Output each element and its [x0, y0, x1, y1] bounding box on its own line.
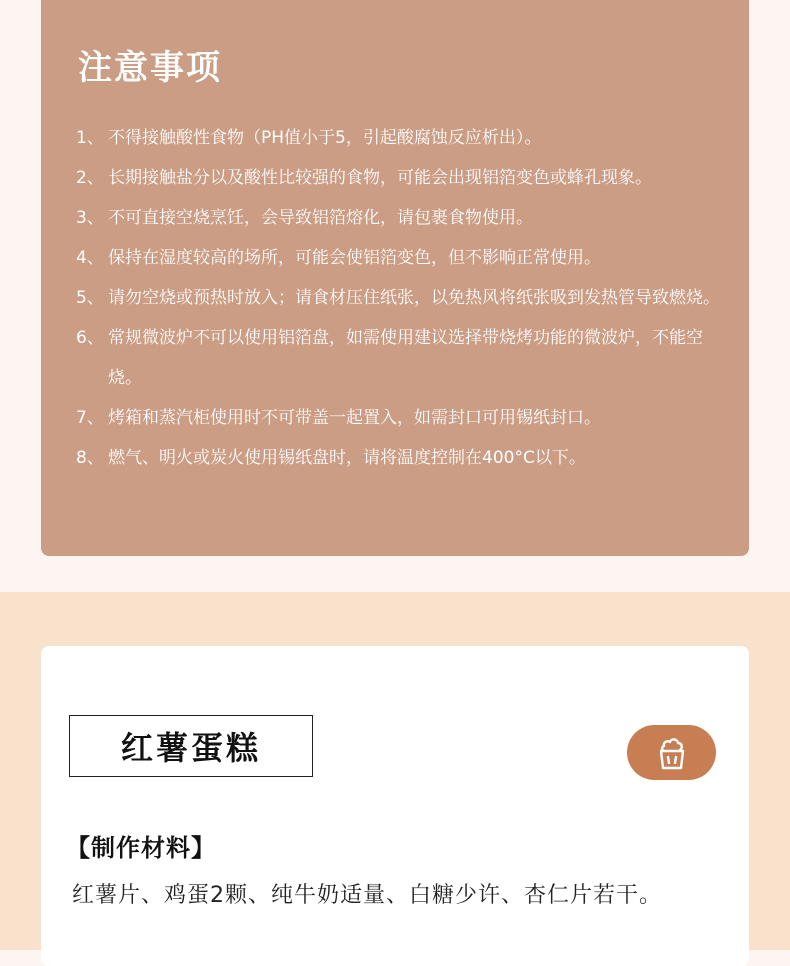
materials-text: 红薯片、鸡蛋2颗、纯牛奶适量、白糖少许、杏仁片若干。: [72, 883, 662, 908]
notice-title: 注意事项: [78, 48, 222, 88]
recipe-badge: [627, 725, 716, 780]
notice-item-number: 2、: [76, 168, 104, 188]
recipe-title: 红薯蛋糕: [120, 729, 261, 767]
notice-item-3: [76, 198, 736, 238]
notice-item-1: [76, 118, 736, 158]
notice-item-text: 不可直接空烧烹饪，会导致铝箔熔化，请包裹食物使用。: [108, 208, 533, 228]
notice-item-text: 保持在湿度较高的场所，可能会使铝箔变色，但不影响正常使用。: [108, 248, 601, 268]
notice-list: [76, 118, 736, 478]
notice-item-6: [76, 318, 736, 398]
notice-item-text: 请勿空烧或预热时放入；请食材压住纸张，以免热风将纸张吸到发热管导致燃烧。: [108, 288, 720, 308]
recipe-card: [41, 646, 749, 966]
cake-icon: [652, 733, 692, 773]
notice-item-number: 7、: [76, 408, 104, 428]
notice-item-text: 长期接触盐分以及酸性比较强的食物，可能会出现铝箔变色或蜂孔现象。: [108, 168, 652, 188]
notice-item-7: [76, 398, 736, 438]
notice-item-number: 6、: [76, 328, 104, 348]
notice-item-5: [76, 278, 736, 318]
recipe-title-box: [69, 715, 313, 777]
notice-item-number: 4、: [76, 248, 104, 268]
notice-item-4: [76, 238, 736, 278]
notice-item-8: [76, 438, 736, 478]
notice-item-number: 3、: [76, 208, 104, 228]
notice-item-number: 5、: [76, 288, 104, 308]
notice-item-2: [76, 158, 736, 198]
notice-item-number: 8、: [76, 448, 104, 468]
notice-item-text: 常规微波炉不可以使用铝箔盘，如需使用建议选择带烧烤功能的微波炉，不能空烧。: [108, 328, 703, 388]
notice-item-text: 不得接触酸性食物（PH值小于5，引起酸腐蚀反应析出）。: [108, 128, 542, 148]
notice-item-number: 1、: [76, 128, 104, 148]
materials-label: 【制作材料】: [66, 834, 216, 862]
notice-item-text: 燃气、明火或炭火使用锡纸盘时，请将温度控制在400°C以下。: [108, 448, 586, 468]
notice-item-text: 烤箱和蒸汽柜使用时不可带盖一起置入，如需封口可用锡纸封口。: [108, 408, 601, 428]
